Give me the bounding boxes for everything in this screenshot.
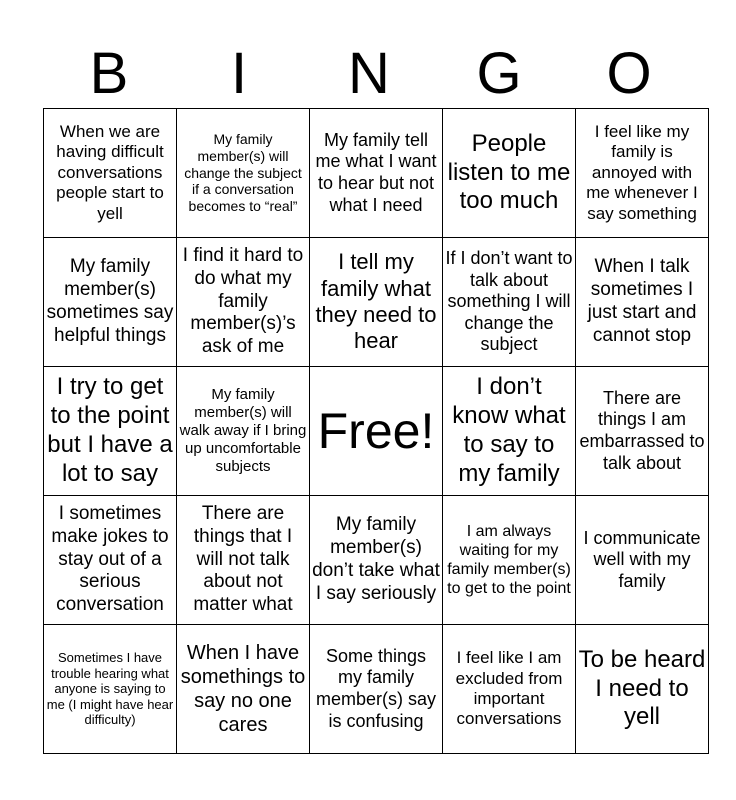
bingo-cell[interactable]: I sometimes make jokes to stay out of a serious conversation [44,496,177,625]
bingo-cell[interactable]: I feel like my family is annoyed with me whenever I say something [576,109,709,238]
bingo-cell[interactable]: My family member(s) sometimes say helpful things [44,238,177,367]
bingo-cell[interactable]: My family member(s) don’t take what I say seriously [310,496,443,625]
bingo-cell[interactable]: I feel like I am excluded from important conversations [443,625,576,754]
bingo-header [44,40,694,108]
bingo-cell[interactable]: I don’t know what to say to my family [443,367,576,496]
grid-row [44,625,709,754]
grid-row [44,109,709,238]
bingo-cell[interactable]: There are things I am embarrassed to talk about [576,367,709,496]
header-letter-i: I [230,41,248,106]
bingo-cell[interactable]: My family member(s) will walk away if I bring up uncomfortable subjects [177,367,310,496]
bingo-cell[interactable]: I communicate well with my family [576,496,709,625]
bingo-cell[interactable]: I find it hard to do what my family member(s)’s ask of me [177,238,310,367]
grid-row [44,496,709,625]
bingo-cell[interactable]: I tell my family what they need to hear [310,238,443,367]
bingo-cell[interactable]: When I talk sometimes I just start and cannot stop [576,238,709,367]
bingo-cell[interactable]: Some things my family member(s) say is confusing [310,625,443,754]
header-letter-g: G [476,41,522,106]
bingo-cell[interactable]: People listen to me too much [443,109,576,238]
bingo-cell[interactable]: Sometimes I have trouble hearing what anyone is saying to me (I might have hear difficulty) [44,625,177,754]
bingo-cell[interactable]: To be heard I need to yell [576,625,709,754]
bingo-cell[interactable]: When we are having difficult conversations people start to yell [44,109,177,238]
bingo-cell[interactable]: When I have somethings to say no one cares [177,625,310,754]
bingo-cell[interactable]: There are things that I will not talk about not matter what [177,496,310,625]
header-letter-n: N [348,41,390,106]
bingo-cell[interactable]: My family tell me what I want to hear but not what I need [310,109,443,238]
bingo-cell[interactable]: My family member(s) will change the subject if a conversation becomes to “real” [177,109,310,238]
bingo-cell[interactable]: I am always waiting for my family member(s) to get to the point [443,496,576,625]
bingo-cell[interactable]: I try to get to the point but I have a lot to say [44,367,177,496]
bingo-grid [43,108,709,754]
free-cell[interactable]: Free! [310,367,443,496]
grid-row [44,367,709,496]
bingo-cell[interactable]: If I don’t want to talk about something I will change the subject [443,238,576,367]
header-letter-o: O [606,41,652,106]
header-letter-b: B [89,41,129,106]
grid-row [44,238,709,367]
